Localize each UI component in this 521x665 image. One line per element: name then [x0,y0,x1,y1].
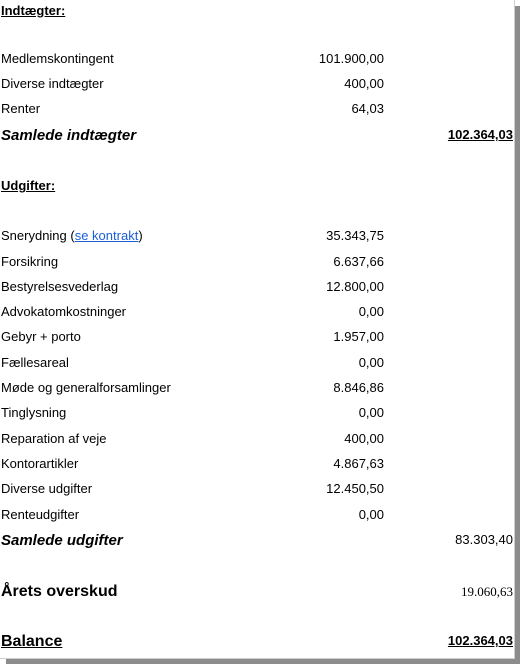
expense-row-amount: 0,00 [358,355,384,370]
expense-row-label: Møde og generalforsamlinger [1,380,171,395]
contract-link[interactable]: se kontrakt [74,228,139,243]
expense-row-label-suffix: ) [138,228,143,243]
expenses-heading: Udgifter: [1,178,56,193]
income-total-label: Samlede indtægter [1,127,137,144]
balance-label: Balance [1,633,63,650]
expense-row-amount: 400,00 [344,431,384,446]
income-row-label: Medlemskontingent [1,51,114,66]
expense-row-label: Forsikring [1,254,59,269]
income-row-label: Diverse indtægter [1,76,104,91]
expense-row-amount: 0,00 [358,405,384,420]
surplus-amount: 19.060,63 [461,584,513,599]
expense-row-label: Gebyr + porto [1,329,81,344]
income-row-amount: 64,03 [351,101,384,116]
expense-row-amount: 1.957,00 [333,329,384,344]
surplus-label: Årets overskud [1,583,118,600]
expense-row-amount: 12.450,50 [326,481,384,496]
income-row-amount: 101.900,00 [318,51,384,66]
expense-row-snerydning [1,229,143,242]
expense-row-amount: 4.867,63 [333,456,384,471]
expense-row-amount: 8.846,86 [333,380,384,395]
income-row-amount: 400,00 [344,76,384,91]
income-total-amount: 102.364,03 [447,127,513,142]
balance-amount: 102.364,03 [447,633,513,648]
page-shadow-right [515,6,520,664]
expense-row-label: Advokatomkostninger [1,304,127,319]
income-row-label: Renter [1,101,41,116]
expense-row-amount: 6.637,66 [333,254,384,269]
income-heading: Indtægter: [1,3,66,18]
expenses-total-amount: 83.303,40 [455,532,513,547]
expense-row-label: Tinglysning [1,405,67,420]
expenses-total-label: Samlede udgifter [1,532,123,549]
expense-row-amount: 0,00 [358,304,384,319]
expense-row-label: Bestyrelsesvederlag [1,279,119,294]
expense-row-label: Diverse udgifter [1,481,93,496]
expense-row-amount: 0,00 [358,507,384,522]
expense-row-amount: 35.343,75 [326,228,384,243]
expense-row-label: Kontorartikler [1,456,79,471]
expense-row-label: Fællesareal [1,355,69,370]
expense-row-label-prefix: Snerydning ( [1,228,75,243]
expense-row-amount: 12.800,00 [326,279,384,294]
page-shadow-bottom [6,659,520,664]
expense-row-label: Renteudgifter [1,507,80,522]
expense-row-label: Reparation af veje [1,431,107,446]
